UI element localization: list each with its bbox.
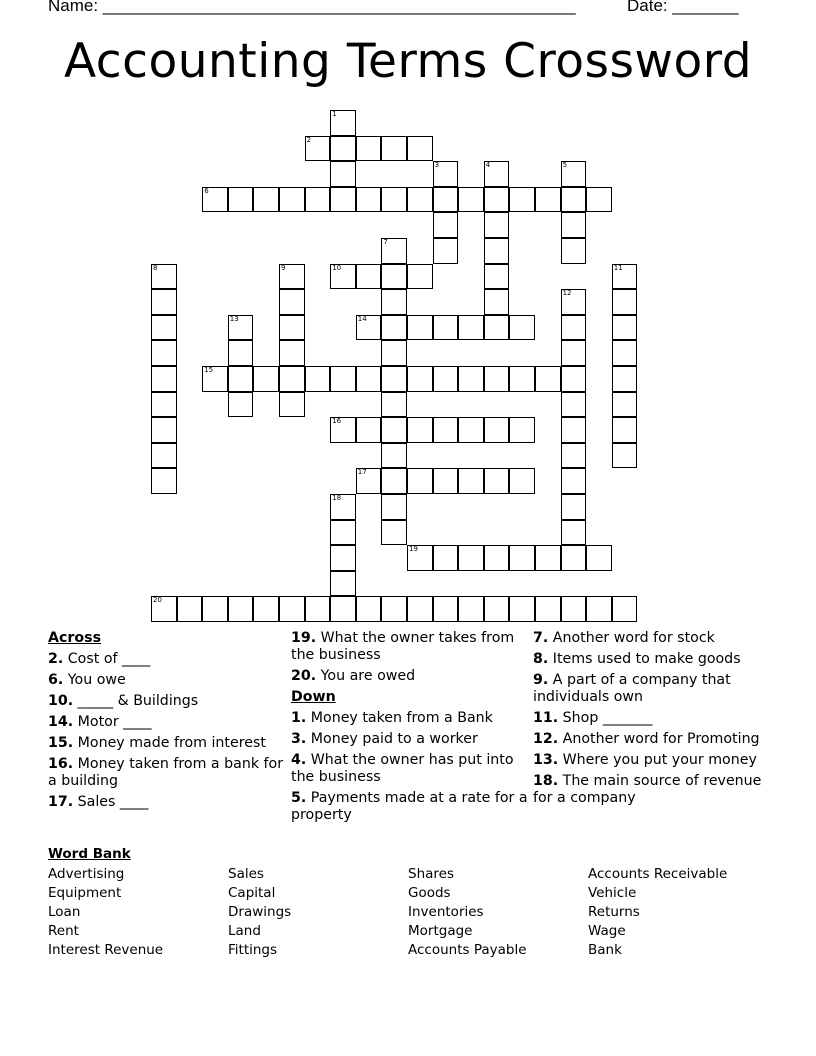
grid-cell[interactable] <box>228 392 254 418</box>
clue-number-label: 6. <box>48 672 64 688</box>
grid-cell[interactable] <box>228 315 254 341</box>
grid-cell[interactable] <box>381 596 407 622</box>
grid-cell[interactable] <box>484 315 510 341</box>
grid-cell[interactable] <box>381 520 407 546</box>
clue-item <box>291 630 531 664</box>
clue-text: You owe <box>63 672 126 688</box>
word-bank-item: Inventories <box>408 904 484 920</box>
grid-cell[interactable] <box>381 187 407 213</box>
word-bank-item: Advertising <box>48 866 125 882</box>
clue-text: Money taken from a Bank <box>306 710 493 726</box>
clue-item <box>48 672 288 689</box>
clue-item <box>291 668 531 685</box>
grid-cell[interactable] <box>305 596 331 622</box>
grid-cell[interactable] <box>356 417 382 443</box>
grid-cell[interactable] <box>381 392 407 418</box>
grid-cell[interactable] <box>279 289 305 315</box>
grid-cell[interactable] <box>612 340 638 366</box>
grid-cell[interactable] <box>381 289 407 315</box>
grid-cell[interactable] <box>279 392 305 418</box>
word-bank-item: Interest Revenue <box>48 942 164 958</box>
grid-cell[interactable] <box>202 187 228 213</box>
grid-cell[interactable] <box>433 315 459 341</box>
clue-text: Money taken from a bank for a building <box>48 756 284 789</box>
grid-cell[interactable] <box>561 238 587 264</box>
clue-number-label: 12. <box>533 731 559 747</box>
grid-cell[interactable] <box>484 161 510 187</box>
grid-cell[interactable] <box>458 366 484 392</box>
grid-cell[interactable] <box>151 392 177 418</box>
clue-number: 17 <box>357 468 367 477</box>
clue-number-label: 10. <box>48 693 74 709</box>
grid-cell[interactable] <box>177 596 203 622</box>
grid-cell[interactable] <box>356 264 382 290</box>
clue-number-label: 8. <box>533 651 549 667</box>
grid-cell[interactable] <box>458 545 484 571</box>
grid-cell[interactable] <box>561 161 587 187</box>
clue-number: 20 <box>153 596 162 605</box>
word-bank-item: Fittings <box>228 942 278 958</box>
grid-cell[interactable] <box>433 596 459 622</box>
grid-cell[interactable] <box>612 289 638 315</box>
grid-cell[interactable] <box>407 596 433 622</box>
clue-text: Payments made at a rate for a property <box>291 790 528 823</box>
word-bank-item: Goods <box>408 885 451 901</box>
word-bank-item: Loan <box>48 904 81 920</box>
word-bank-title: Word Bank <box>48 846 131 862</box>
grid-cell[interactable] <box>458 315 484 341</box>
clue-text: What the owner takes from the business <box>291 630 515 663</box>
word-bank-item: Land <box>228 923 261 939</box>
grid-cell[interactable] <box>202 596 228 622</box>
grid-cell[interactable] <box>279 340 305 366</box>
clue-item <box>533 630 773 647</box>
clue-number-label: 15. <box>48 735 74 751</box>
grid-cell[interactable] <box>612 417 638 443</box>
grid-cell[interactable] <box>433 187 459 213</box>
clue-number-label: 5. <box>291 790 307 806</box>
grid-cell[interactable] <box>202 366 228 392</box>
grid-cell[interactable] <box>612 315 638 341</box>
clue-number-label: 13. <box>533 752 559 768</box>
grid-cell[interactable] <box>151 443 177 469</box>
clue-item <box>533 651 773 668</box>
grid-cell[interactable] <box>279 596 305 622</box>
clue-number: 19 <box>409 545 418 554</box>
grid-cell[interactable] <box>407 468 433 494</box>
grid-cell[interactable] <box>381 494 407 520</box>
clue-number: 5 <box>562 161 568 170</box>
clue-item <box>291 752 531 786</box>
clue-text: What the owner has put into the business <box>291 752 514 785</box>
date-field: Date: _______ <box>627 0 739 15</box>
word-bank-item: Rent <box>48 923 79 939</box>
grid-cell[interactable] <box>612 366 638 392</box>
grid-cell[interactable] <box>228 340 254 366</box>
grid-cell[interactable] <box>586 187 612 213</box>
grid-cell[interactable] <box>535 366 561 392</box>
grid-cell[interactable] <box>305 136 331 162</box>
name-field: Name: __________________________________________________ <box>48 0 576 15</box>
grid-cell[interactable] <box>279 366 305 392</box>
grid-cell[interactable] <box>509 468 535 494</box>
grid-cell[interactable] <box>561 520 587 546</box>
word-bank-item: Equipment <box>48 885 122 901</box>
word-bank-item: Accounts Payable <box>408 942 527 958</box>
clue-item <box>48 651 288 668</box>
clue-number-label: 3. <box>291 731 307 747</box>
grid-cell[interactable] <box>381 315 407 341</box>
grid-cell[interactable] <box>509 187 535 213</box>
clue-number-label: 17. <box>48 794 74 810</box>
clue-column-2 <box>291 630 531 828</box>
grid-cell[interactable] <box>407 136 433 162</box>
grid-cell[interactable] <box>433 545 459 571</box>
grid-cell[interactable] <box>407 315 433 341</box>
clue-item <box>533 773 773 807</box>
grid-cell[interactable] <box>356 187 382 213</box>
clue-text: Another word for Promoting <box>558 731 760 747</box>
clue-text: Sales ____ <box>73 794 149 810</box>
grid-cell[interactable] <box>433 161 459 187</box>
clue-item <box>533 672 773 706</box>
grid-cell[interactable] <box>151 366 177 392</box>
grid-cell[interactable] <box>561 494 587 520</box>
clue-item <box>291 790 531 824</box>
grid-cell[interactable] <box>561 545 587 571</box>
clue-number-label: 19. <box>291 630 317 646</box>
grid-cell[interactable] <box>356 596 382 622</box>
grid-cell[interactable] <box>561 468 587 494</box>
grid-cell[interactable] <box>612 596 638 622</box>
grid-cell[interactable] <box>433 366 459 392</box>
word-bank-item: Bank <box>588 942 622 958</box>
clue-text: Money made from interest <box>73 735 266 751</box>
grid-cell[interactable] <box>484 264 510 290</box>
clue-number: 14 <box>357 314 367 323</box>
grid-cell[interactable] <box>433 238 459 264</box>
page-title: Accounting Terms Crossword <box>63 34 753 89</box>
grid-cell[interactable] <box>509 417 535 443</box>
grid-cell[interactable] <box>151 340 177 366</box>
grid-cell[interactable] <box>330 264 356 290</box>
grid-cell[interactable] <box>561 366 587 392</box>
clue-number: 11 <box>613 263 623 272</box>
grid-cell[interactable] <box>433 468 459 494</box>
grid-cell[interactable] <box>586 596 612 622</box>
word-bank-column <box>228 865 291 960</box>
grid-cell[interactable] <box>407 264 433 290</box>
grid-cell[interactable] <box>253 596 279 622</box>
clue-number-label: 9. <box>533 672 549 688</box>
clue-number: 12 <box>562 289 572 298</box>
clue-number-label: 2. <box>48 651 64 667</box>
grid-cell[interactable] <box>509 596 535 622</box>
grid-cell[interactable] <box>381 238 407 264</box>
grid-cell[interactable] <box>433 417 459 443</box>
grid-cell[interactable] <box>151 289 177 315</box>
grid-cell[interactable] <box>535 596 561 622</box>
clue-number: 13 <box>229 314 239 323</box>
grid-cell[interactable] <box>535 545 561 571</box>
grid-cell[interactable] <box>407 366 433 392</box>
word-bank-item: Wage <box>588 923 626 939</box>
clue-text: Another word for stock <box>548 630 715 646</box>
clue-number: 16 <box>332 417 342 426</box>
grid-cell[interactable] <box>330 494 356 520</box>
clue-number: 6 <box>204 186 209 195</box>
clue-number: 4 <box>485 161 491 170</box>
grid-cell[interactable] <box>458 187 484 213</box>
clue-item <box>533 752 773 769</box>
grid-cell[interactable] <box>330 596 356 622</box>
clue-number: 15 <box>204 366 214 374</box>
grid-cell[interactable] <box>484 468 510 494</box>
grid-cell[interactable] <box>407 187 433 213</box>
grid-cell[interactable] <box>381 136 407 162</box>
grid-cell[interactable] <box>279 264 305 290</box>
clue-item <box>291 731 531 748</box>
grid-cell[interactable] <box>561 392 587 418</box>
grid-cell[interactable] <box>509 545 535 571</box>
clue-number: 10 <box>332 263 342 272</box>
clue-item <box>533 710 773 727</box>
clue-text: Motor ____ <box>73 714 152 730</box>
word-bank-item: Shares <box>408 866 454 882</box>
grid-cell[interactable] <box>330 187 356 213</box>
grid-cell[interactable] <box>484 545 510 571</box>
grid-cell[interactable] <box>279 187 305 213</box>
grid-cell[interactable] <box>561 443 587 469</box>
word-bank-column <box>588 865 727 960</box>
grid-cell[interactable] <box>484 596 510 622</box>
grid-cell[interactable] <box>484 289 510 315</box>
clue-section-heading: Down <box>291 689 336 705</box>
grid-cell[interactable] <box>612 264 638 290</box>
grid-cell[interactable] <box>356 315 382 341</box>
clue-section-heading: Across <box>48 630 102 646</box>
grid-cell[interactable] <box>253 366 279 392</box>
clue-number: 1 <box>332 110 337 118</box>
grid-cell[interactable] <box>330 571 356 597</box>
clue-number: 3 <box>434 161 440 170</box>
grid-cell[interactable] <box>151 264 177 290</box>
grid-cell[interactable] <box>330 161 356 187</box>
grid-cell[interactable] <box>330 136 356 162</box>
clue-item <box>48 714 288 731</box>
clue-number-label: 1. <box>291 710 307 726</box>
grid-cell[interactable] <box>356 366 382 392</box>
grid-cell[interactable] <box>305 366 331 392</box>
grid-cell[interactable] <box>330 366 356 392</box>
grid-cell[interactable] <box>330 417 356 443</box>
grid-cell[interactable] <box>228 596 254 622</box>
clue-text: Shop _______ <box>558 710 653 726</box>
clue-number-label: 4. <box>291 752 307 768</box>
word-bank-column <box>48 865 163 960</box>
word-bank-item: Returns <box>588 904 640 920</box>
grid-cell[interactable] <box>356 136 382 162</box>
word-bank-item: Capital <box>228 885 276 901</box>
grid-cell[interactable] <box>228 187 254 213</box>
grid-cell[interactable] <box>228 366 254 392</box>
clue-item <box>291 710 531 727</box>
grid-cell[interactable] <box>484 366 510 392</box>
clue-text: You are owed <box>316 668 416 684</box>
grid-cell[interactable] <box>305 187 331 213</box>
word-bank-column <box>408 865 527 960</box>
clue-item <box>533 731 773 748</box>
word-bank-item: Mortgage <box>408 923 473 939</box>
clue-item <box>48 735 288 752</box>
grid-cell[interactable] <box>381 366 407 392</box>
grid-cell[interactable] <box>484 417 510 443</box>
clue-text: A part of a company that individuals own <box>533 672 731 705</box>
clue-number: 18 <box>332 494 342 502</box>
word-bank-item: Accounts Receivable <box>588 866 728 882</box>
clue-number: 2 <box>306 135 312 144</box>
clue-number: 9 <box>281 263 286 272</box>
clue-number-label: 14. <box>48 714 74 730</box>
grid-cell[interactable] <box>561 187 587 213</box>
grid-cell[interactable] <box>561 315 587 341</box>
grid-cell[interactable] <box>458 596 484 622</box>
grid-cell[interactable] <box>561 340 587 366</box>
grid-cell[interactable] <box>561 212 587 238</box>
grid-cell[interactable] <box>151 315 177 341</box>
grid-cell[interactable] <box>381 417 407 443</box>
grid-cell[interactable] <box>356 468 382 494</box>
grid-cell[interactable] <box>381 340 407 366</box>
clue-text: Cost of ____ <box>63 651 151 667</box>
grid-cell[interactable] <box>381 264 407 290</box>
grid-cell[interactable] <box>330 520 356 546</box>
grid-cell[interactable] <box>484 238 510 264</box>
clue-text: Where you put your money <box>558 752 757 768</box>
grid-cell[interactable] <box>330 110 356 136</box>
clue-column-1 <box>48 630 288 815</box>
grid-cell[interactable] <box>279 315 305 341</box>
grid-cell[interactable] <box>509 366 535 392</box>
grid-cell[interactable] <box>586 545 612 571</box>
clue-number: 7 <box>383 238 388 246</box>
grid-cell[interactable] <box>253 187 279 213</box>
grid-cell[interactable] <box>458 417 484 443</box>
clue-text: The main source of revenue for a company <box>533 773 762 806</box>
clue-text: Items used to make goods <box>548 651 741 667</box>
clue-item <box>48 693 288 710</box>
grid-cell[interactable] <box>612 443 638 469</box>
clue-number: 8 <box>153 263 158 272</box>
grid-cell[interactable] <box>561 596 587 622</box>
grid-cell[interactable] <box>484 212 510 238</box>
grid-cell[interactable] <box>330 545 356 571</box>
grid-cell[interactable] <box>151 468 177 494</box>
clue-number-label: 11. <box>533 710 559 726</box>
grid-cell[interactable] <box>535 187 561 213</box>
grid-cell[interactable] <box>612 392 638 418</box>
grid-cell[interactable] <box>407 417 433 443</box>
grid-cell[interactable] <box>458 468 484 494</box>
grid-cell[interactable] <box>151 596 177 622</box>
clue-number-label: 16. <box>48 756 74 772</box>
word-bank-item: Vehicle <box>588 885 637 901</box>
clue-item <box>48 756 288 790</box>
grid-cell[interactable] <box>484 187 510 213</box>
clue-number-label: 7. <box>533 630 549 646</box>
word-bank-item: Drawings <box>228 904 292 920</box>
word-bank-item: Sales <box>228 866 264 882</box>
grid-cell[interactable] <box>151 417 177 443</box>
clue-number-label: 20. <box>291 668 317 684</box>
grid-cell[interactable] <box>381 468 407 494</box>
clue-number-label: 18. <box>533 773 559 789</box>
grid-cell[interactable] <box>381 443 407 469</box>
clue-column-3 <box>533 630 773 811</box>
clue-text: Money paid to a worker <box>306 731 478 747</box>
grid-cell[interactable] <box>509 315 535 341</box>
clue-item <box>48 794 288 811</box>
grid-cell[interactable] <box>561 289 587 315</box>
grid-cell[interactable] <box>407 545 433 571</box>
grid-cell[interactable] <box>433 212 459 238</box>
grid-cell[interactable] <box>561 417 587 443</box>
clue-text: _____ & Buildings <box>73 693 199 709</box>
